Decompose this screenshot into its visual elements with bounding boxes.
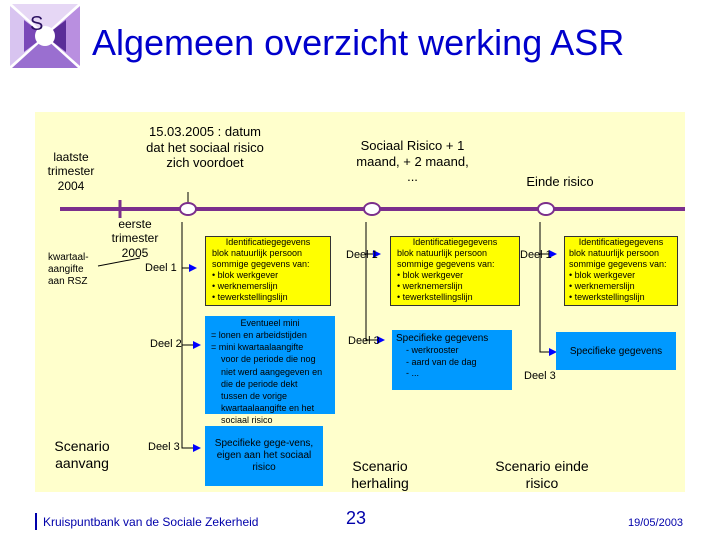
col1-eventueel-title: Eventueel mini bbox=[240, 318, 300, 328]
list-item: niet werd aangegeven en bbox=[221, 366, 323, 377]
footer-organisation: Kruispuntbank van de Sociale Zekerheid bbox=[43, 515, 259, 529]
col3-specifieke-box bbox=[556, 332, 676, 370]
list-item: • werknemerslijn bbox=[212, 280, 278, 291]
col1-scenario: Scenario aanvang bbox=[54, 438, 110, 471]
timeline-node bbox=[180, 203, 196, 215]
footer-date: 19/05/2003 bbox=[628, 517, 684, 529]
col2-deel1: Deel 1 bbox=[346, 249, 378, 261]
list-item: sommige gegevens van: bbox=[397, 258, 495, 269]
list-item: blok natuurlijk persoon bbox=[212, 247, 303, 258]
col1-specifieke-box bbox=[205, 426, 323, 486]
timeline-node bbox=[538, 203, 554, 215]
col1-specifieke-text: Specifieke gege-vens, eigen aan het sociaal risico bbox=[214, 438, 314, 473]
page-title: Algemeen overzicht werking ASR bbox=[92, 22, 625, 63]
list-item: - werkrooster bbox=[406, 345, 459, 355]
label-datum-sociaal-risico: 15.03.2005 : datum dat het sociaal risico zich voordoet bbox=[146, 124, 264, 171]
col2-specifieke-box bbox=[392, 330, 512, 390]
timeline-node bbox=[364, 203, 380, 215]
list-item: • tewerkstellingslijn bbox=[212, 291, 288, 302]
col3-deel3: Deel 3 bbox=[524, 370, 556, 382]
col3-deel1: Deel 1 bbox=[520, 249, 552, 261]
list-item: sommige gegevens van: bbox=[212, 258, 310, 269]
label-laatste-trimester: laatste trimester 2004 bbox=[47, 150, 95, 193]
list-item: • blok werkgever bbox=[212, 269, 279, 280]
label-kwartaalaangifte: kwartaal-aangifte aan RSZ bbox=[48, 252, 89, 287]
label-einde-risico: Einde risico bbox=[526, 174, 594, 189]
list-item: voor de periode die nog bbox=[221, 354, 316, 365]
list-item: • werknemerslijn bbox=[569, 280, 635, 291]
list-item: sociaal risico bbox=[221, 415, 273, 426]
label-eerste-trimester: eerste trimester 2005 bbox=[111, 217, 159, 260]
list-item: • werknemerslijn bbox=[397, 280, 463, 291]
col3-scenario: Scenario einde risico bbox=[495, 458, 589, 491]
col3-identificatie-box bbox=[564, 236, 678, 306]
list-item: • blok werkgever bbox=[569, 269, 636, 280]
col1-id-title: Identificatiegegevens bbox=[225, 237, 311, 247]
list-item: = mini kwartaalaangifte bbox=[211, 342, 304, 353]
list-item: sommige gegevens van: bbox=[569, 258, 667, 269]
col3-spec-title: Specifieke gegevens bbox=[569, 345, 663, 357]
list-item: • tewerkstellingslijn bbox=[569, 291, 645, 302]
list-item: - aard van de dag bbox=[406, 356, 477, 367]
col2-deel3: Deel 3 bbox=[348, 335, 380, 347]
col1-identificatie-box bbox=[205, 236, 331, 306]
label-sociaal-risico-plus: Sociaal Risico + 1 maand, + 2 maand, ... bbox=[356, 138, 469, 185]
col1-deel2: Deel 2 bbox=[150, 338, 182, 350]
col2-scenario: Scenario herhaling bbox=[351, 458, 409, 491]
list-item: tussen de vorige bbox=[221, 390, 288, 401]
col1-deel1: Deel 1 bbox=[145, 262, 177, 274]
footer-page-number: 23 bbox=[346, 508, 367, 528]
list-item: blok natuurlijk persoon bbox=[569, 247, 660, 258]
list-item: • blok werkgever bbox=[397, 269, 464, 280]
list-item: die de periode dekt bbox=[221, 378, 298, 389]
list-item: kwartaalaangifte en het bbox=[221, 402, 315, 413]
col1-eventueel-box bbox=[205, 316, 335, 426]
col3-id-title: Identificatiegegevens bbox=[578, 237, 664, 247]
col2-spec-title: Specifieke gegevens bbox=[396, 333, 489, 344]
list-item: blok natuurlijk persoon bbox=[397, 247, 488, 258]
col2-id-title: Identificatiegegevens bbox=[412, 237, 498, 247]
list-item: = lonen en arbeidstijden bbox=[211, 330, 307, 341]
col2-identificatie-box bbox=[390, 236, 520, 306]
col1-deel3: Deel 3 bbox=[148, 441, 180, 453]
list-item: • tewerkstellingslijn bbox=[397, 291, 473, 302]
list-item: - ... bbox=[406, 368, 419, 379]
svg-text:S: S bbox=[30, 13, 44, 35]
